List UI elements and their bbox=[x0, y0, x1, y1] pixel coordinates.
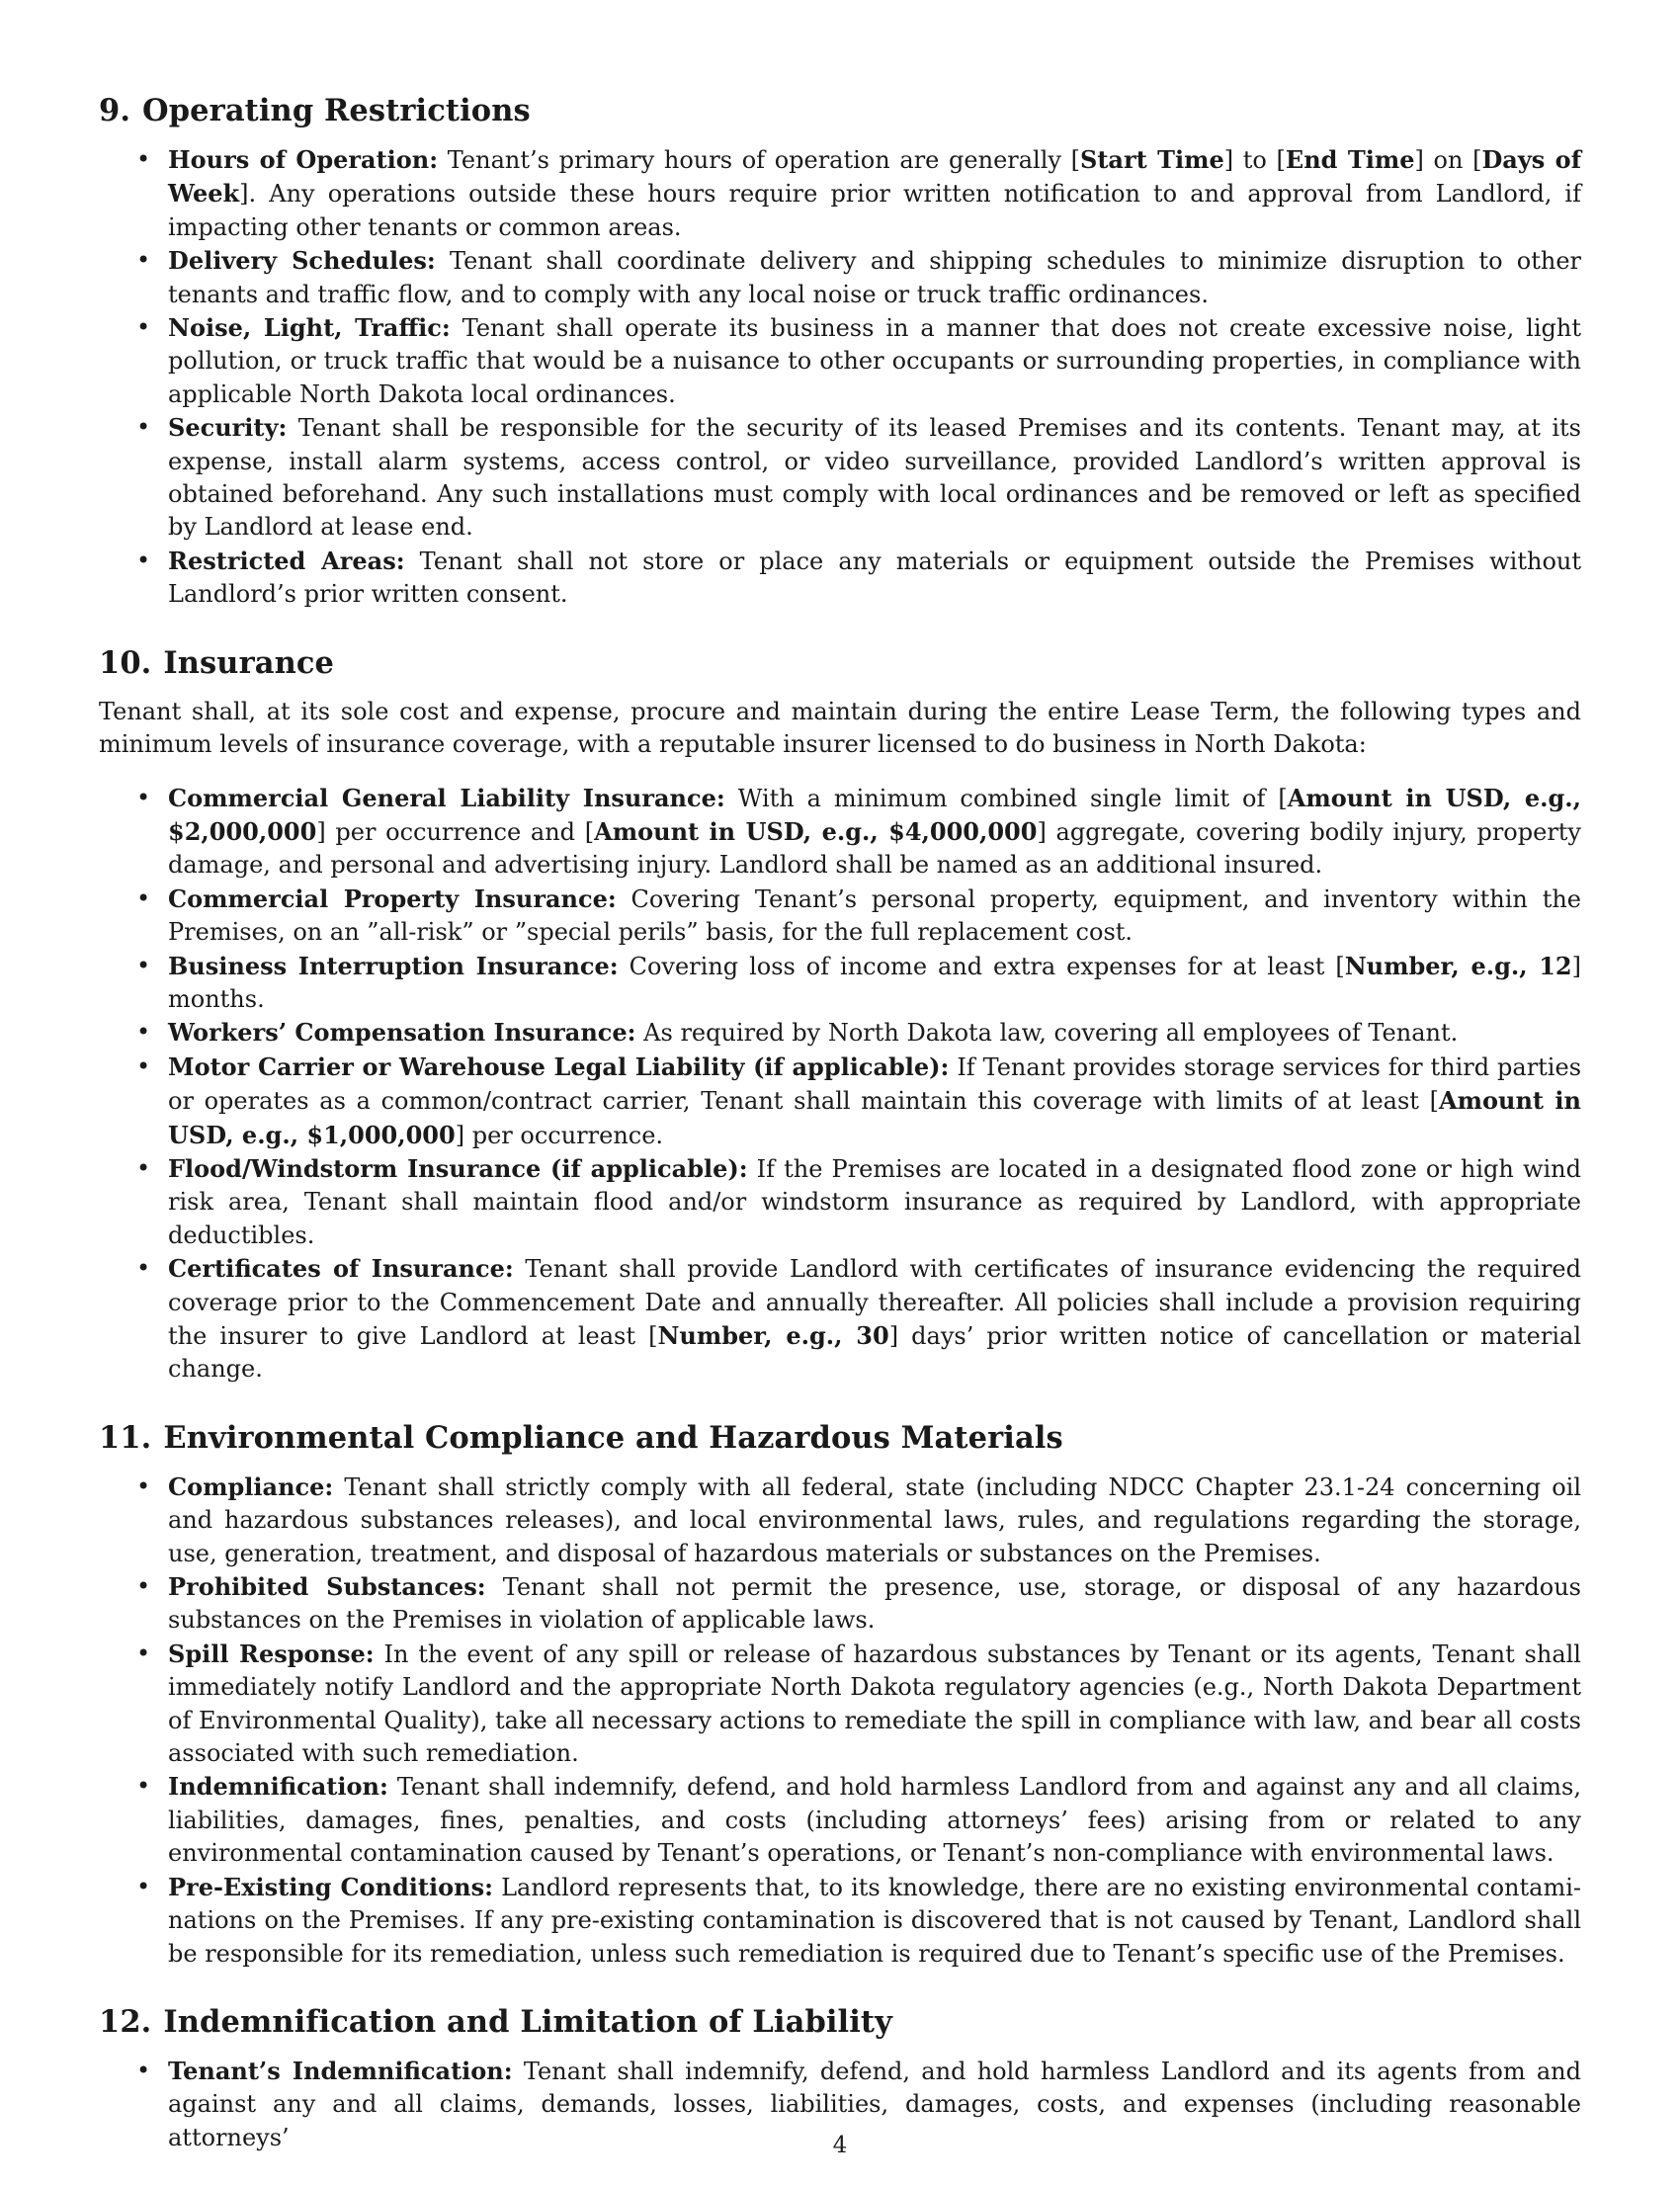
list-item: • Commercial General Liability Insurance: With a minimum combined single limit of [Amount in USD, e.g., $2,000,000] per occurrence and [Amount in USD, e.g., $4,000,000] aggregate, covering bodily injury, property damage, and personal and advertising injury. Landlord shall be named as an additional insured. bbox=[99, 782, 1581, 883]
bullet-list bbox=[99, 1471, 1581, 1971]
list-item: • Restricted Areas: Tenant shall not store or place any materials or equipment outside the Premises without Landlord’s prior written consent. bbox=[99, 545, 1581, 612]
document-page bbox=[99, 91, 1581, 2186]
list-item: • Prohibited Substances: Tenant shall not permit the presence, use, storage, or disposal of any hazardous substances on the Premises in violation of applicable laws. bbox=[99, 1570, 1581, 1638]
section-heading: 12. Indemnification and Limitation of Liability bbox=[99, 2003, 892, 2040]
section-heading: 9. Operating Restrictions bbox=[99, 93, 531, 128]
list-item: • Tenant’s Indemnification: Tenant shall indemnify, defend, and hold harmless Landlord and its agents from and against any and all claims, demands, losses, liabilities, damages, costs, and expenses (including reasonable attorneys’ bbox=[99, 2055, 1581, 2154]
list-item: • Flood/Windstorm Insurance (if applicable): If the Premises are located in a designated flood zone or high wind risk area, Tenant shall maintain flood and/or windstorm insurance as required by Landlord, with appropriate deductibles. bbox=[99, 1152, 1581, 1252]
list-item: • Workers’ Compensation Insurance: As required by North Dakota law, covering all employees of Tenant. bbox=[99, 1016, 1581, 1050]
bullet-list bbox=[99, 782, 1581, 1387]
list-item: • Delivery Schedules: Tenant shall coordinate delivery and shipping schedules to minimize disruption to other tenants and traffic flow, and to comply with any local noise or truck traffic ordinances. bbox=[99, 244, 1581, 311]
section-operating-restrictions bbox=[99, 91, 1581, 612]
section-insurance bbox=[99, 643, 1581, 1387]
list-item: • Noise, Light, Traffic: Tenant shall operate its business in a manner that does not create excessive noise, light pollution, or truck traffic that would be a nuisance to other occupants or surrounding properties, in compliance with applicable North Dakota local ordinances. bbox=[99, 311, 1581, 411]
list-item: • Indemnification: Tenant shall indemnify, defend, and hold harmless Landlord from and against any and all claims, liabilities, damages, fines, penalties, and costs (including attorneys’ fees) arising from or related to any environmental contamination caused by Tenant’s operations, or Tenant’s non-compliance with environmental laws. bbox=[99, 1770, 1581, 1870]
list-item: • Security: Tenant shall be responsible for the security of its leased Premises and its contents. Tenant may, at its expense, install alarm systems, access control, or video surveillance, provided Landlord’s written approval is obtained beforehand. Any such installations must comply with local ordinances and be removed or left as specified by Landlord at lease end. bbox=[99, 411, 1581, 545]
bullet-list bbox=[99, 143, 1581, 612]
list-item: • Motor Carrier or Warehouse Legal Liability (if applicable): If Tenant provides storage services for third parties or operates as a common/contract carrier, Tenant shall maintain this coverage with limits of at least [Amount in USD, e.g., $1,000,000] per occurrence. bbox=[99, 1051, 1581, 1152]
section-heading: 10. Insurance bbox=[99, 644, 335, 681]
page-number: 4 bbox=[832, 2133, 848, 2158]
list-item: • Spill Response: In the event of any spill or release of hazardous substances by Tenant or its agents, Tenant shall immediately notify Landlord and the appropriate North Dakota regulatory agencies (e.g., North Dakota Department of Environmental Quality), take all necessary actions to remediate the spill in compliance with law, and bear all costs associated with such remediation. bbox=[99, 1638, 1581, 1771]
section-indemnification bbox=[99, 2002, 1581, 2154]
list-item: • Hours of Operation: Tenant’s primary hours of operation are generally [Start Time] to [End Time] on [Days of Week]. Any operations outside these hours require prior written notification to and approval from Landlord, if impacting other tenants or common areas. bbox=[99, 143, 1581, 244]
section-environmental-compliance bbox=[99, 1418, 1581, 1971]
list-item: • Certificates of Insurance: Tenant shall provide Landlord with certificates of insurance evidencing the required coverage prior to the Commencement Date and annually thereafter. All policies shall include a provision requiring the insurer to give Landlord at least [Number, e.g., 30] days’ prior written notice of cancellation or material change. bbox=[99, 1252, 1581, 1387]
list-item: • Business Interruption Insurance: Covering loss of income and extra expenses for at least [Number, e.g., 12] months. bbox=[99, 950, 1581, 1017]
list-item: • Pre-Existing Conditions: Landlord represents that, to its knowledge, there are no existing environmental contami-nations on the Premises. If any pre-existing contamination is discovered that is not caused by Tenant, Landlord shall be responsible for its remediation, unless such remediation is required due to Tenant’s specific use of the Premises. bbox=[99, 1871, 1581, 1971]
list-item: • Commercial Property Insurance: Covering Tenant’s personal property, equipment, and inventory within the Premises, on an ”all-risk” or ”special perils” basis, for the full replacement cost. bbox=[99, 883, 1581, 950]
section-intro: Tenant shall, at its sole cost and expense, procure and maintain during the entire Lease Term, the following types and minimum levels of insurance coverage, with a reputable insurer licensed to do business in North Dakota: bbox=[99, 697, 1581, 759]
section-heading: 11. Environmental Compliance and Hazardous Materials bbox=[99, 1419, 1063, 1456]
list-item: • Compliance: Tenant shall strictly comply with all federal, state (including NDCC Chapter 23.1-24 concerning oil and hazardous substances releases), and local environmental laws, rules, and regulations regarding the storage, use, generation, treatment, and disposal of hazardous materials or substances on the Premises. bbox=[99, 1471, 1581, 1570]
